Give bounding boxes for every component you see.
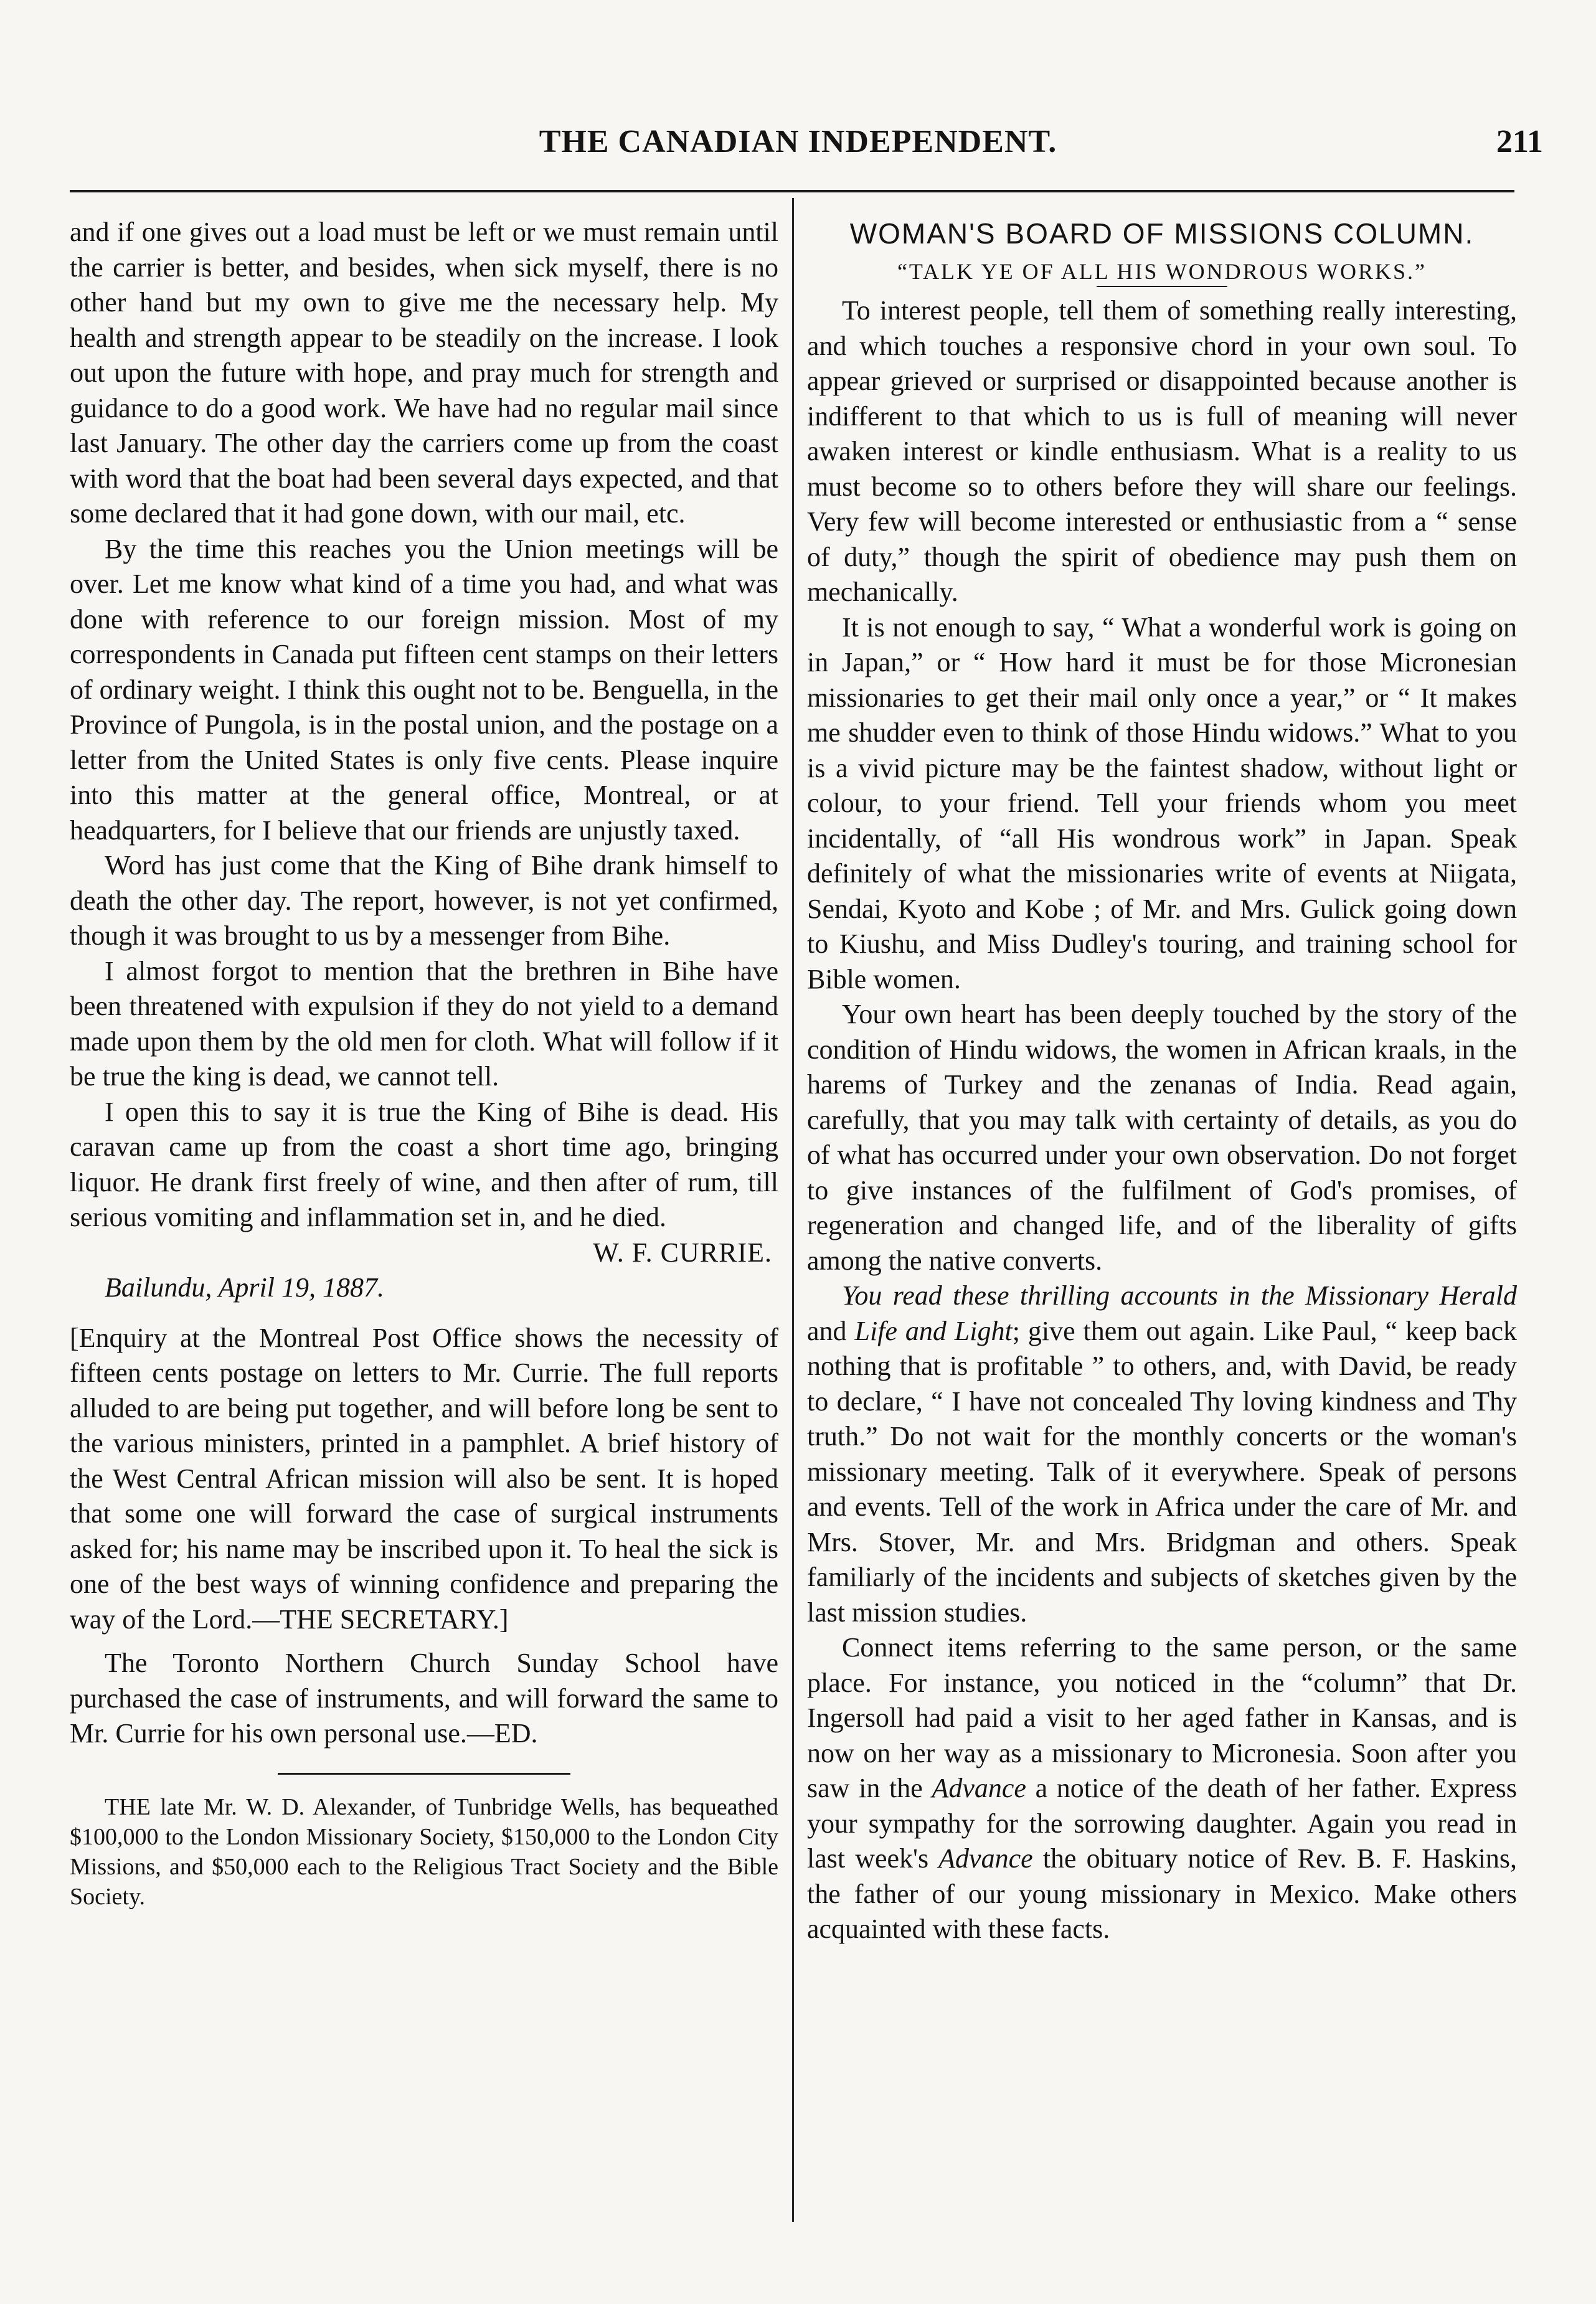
text-run: the obituary notice of Rev. B. F. Haskins, the father of our young missionary in Mexico. Make others acquainted with these facts. bbox=[807, 1843, 1517, 1944]
right-column bbox=[807, 215, 1517, 1947]
letter-paragraph: and if one gives out a load must be left or we must remain until the carrier is better, and besides, when sick myself, there is no other hand but my own to give me the necessary help. My health and strength appear to be steadily on the increase. I look out upon the future with hope, and pray much for strength and guidance to do a good work. We have had no regular mail since last January. The other day the carriers come up from the coast with word that the boat had been several days expected, and that some declared that it had gone down, with our mail, etc. bbox=[70, 217, 778, 529]
article-paragraph bbox=[807, 1630, 1517, 1947]
bequest-note: THE late Mr. W. D. Alexander, of Tunbridge Wells, has bequeathed $100,000 to the London Missionary Society, $150,000 to the London City Missions, and $50,000 each to the Religious Tract Society and the Bible Society. bbox=[70, 1793, 778, 1910]
text-run: and bbox=[807, 1315, 855, 1346]
publication-title: Life and Light bbox=[854, 1315, 1013, 1346]
text-run: a notice of the death of her father. Express your sympathy for the sorrowing daughter. Again you read in last week's bbox=[807, 1773, 1518, 1874]
header-rule bbox=[70, 190, 1514, 192]
column-divider bbox=[792, 198, 794, 2222]
column-heading: WOMAN'S BOARD OF MISSIONS COLUMN. bbox=[849, 217, 1475, 250]
section-rule bbox=[278, 1773, 570, 1775]
text-run: Connect items referring to the same person, or the same place. For instance, you noticed in the “column” that Dr. Ingersoll had paid a visit to her aged father in Kansas, and is now on her way as a missionary to Micronesia. Soon after you saw in the bbox=[807, 1632, 1517, 1803]
editor-note bbox=[70, 1321, 778, 1638]
article-paragraph: Your own heart has been deeply touched by the story of the condition of Hindu widows, the women in African kraals, in the harems of Turkey and the zenanas of India. Read again, carefully, that you may talk with certainty of details, as you do of what has occurred under your own observation. Do not forget to give instances of the fulfilment of God's promises, of regeneration and changed life, and of the liberality of gifts among the native converts. bbox=[807, 999, 1517, 1276]
toronto-note: The Toronto Northern Church Sunday School have purchased the case of instruments, and will forward the same to Mr. Currie for his own personal use.—ED. bbox=[70, 1648, 778, 1749]
article-paragraph bbox=[807, 1278, 1517, 1630]
running-title: THE CANADIAN INDEPENDENT. bbox=[539, 124, 1057, 159]
publication-title: Advance bbox=[938, 1843, 1033, 1874]
letter-paragraph: I almost forgot to mention that the brethren in Bihe have been threatened with expulsion if they do not yield to a demand made upon them by the old men for cloth. What will follow if it be true the king is dead, we cannot tell. bbox=[70, 955, 778, 1092]
publication-title: Advance bbox=[932, 1773, 1026, 1803]
page-number: 211 bbox=[1496, 124, 1543, 159]
letter-paragraph: Word has just come that the King of Bihe drank himself to death the other day. The report, however, is not yet confirmed, though it was brought to us by a messenger from Bihe. bbox=[70, 850, 778, 951]
editor-note-body: [Enquiry at the Montreal Post Office shows the necessity of fifteen cents postage on letters to Mr. Currie. The full reports alluded to are being put together, and will before long be sent to the various ministers, printed in a pamphlet. A brief history of the West Central African mission will also be sent. It is hoped that some one will forward the case of surgical instruments asked for; his name may be inscribed upon it. To heal the sick is one of the best ways of winning confidence and preparing the way of the Lord.— bbox=[70, 1322, 778, 1635]
left-column bbox=[70, 215, 778, 1912]
letter-paragraph: By the time this reaches you the Union meetings will be over. Let me know what kind of a time you had, and what was done with reference to our foreign mission. Most of my correspondents in Canada put fifteen cent stamps on their letters of ordinary weight. I think this ought not to be. Benguella, in the Province of Pungola, is in the postal union, and the postage on a letter from the United States is only five cents. Please inquire into this matter at the general office, Montreal, or at headquarters, for I believe that our friends are unjustly taxed. bbox=[70, 533, 778, 846]
letter-paragraph: I open this to say it is true the King of Bihe is dead. His caravan came up from the coast a short time ago, bringing liquor. He drank first freely of wine, and then after of rum, till serious vomiting and inflammation set in, and he died. bbox=[70, 1096, 778, 1232]
article-paragraph: It is not enough to say, “ What a wonderful work is going on in Japan,” or “ How hard it must be for those Micronesian missionaries to get their mail only once a year,” or “ It makes me shudder even to think of those Hindu widows.” What to you is a vivid picture may be the faintest shadow, without light or colour, to your friend. Tell your friends whom you meet incidentally, of “all His wondrous work” in Japan. Speak definitely of what the missionaries write of events at Niigata, Sendai, Kyoto and Kobe ; of Mr. and Mrs. Gulick going down to Kiushu, and Miss Dudley's touring, and training school for Bible women. bbox=[807, 611, 1517, 994]
editor-note-signoff: THE SECRETARY.] bbox=[280, 1603, 509, 1635]
column-subheading: “TALK YE OF ALL HIS WONDROUS WORKS.” bbox=[897, 259, 1427, 284]
dateline: Bailundu, April 19, 1887. bbox=[105, 1272, 384, 1303]
text-run: You read these thrilling accounts in the bbox=[842, 1280, 1305, 1311]
text-run: ; give them out again. Like Paul, “ keep back nothing that is profitable ” to others, and, with David, be ready to declare, “ I have not concealed Thy loving kindness and Thy truth.” Do not wait for the monthly concerts or the woman's missionary meeting. Talk of it everywhere. Speak of persons and events. Tell of the work in Africa under the care of Mr. and Mrs. Stover, Mr. and Mrs. Bridgman and others. Speak familiarly of the incidents and subjects of sketches given by the last mission studies. bbox=[807, 1315, 1518, 1628]
signature-line bbox=[70, 1235, 778, 1271]
publication-title: Missionary Herald bbox=[1305, 1280, 1517, 1311]
article-paragraph: To interest people, tell them of something really interesting, and which touches a responsive chord in your own soul. To appear grieved or surprised or disappointed because another is indifferent to that which to us is full of meaning will never awaken interest or kindle enthusiasm. What is a reality to us must become so to others before they will share our feelings. Very few will become interested or enthusiastic from a “ sense of duty,” though the spirit of obedience may push them on mechanically. bbox=[807, 295, 1517, 607]
letter-signature: W. F. CURRIE. bbox=[593, 1237, 772, 1268]
